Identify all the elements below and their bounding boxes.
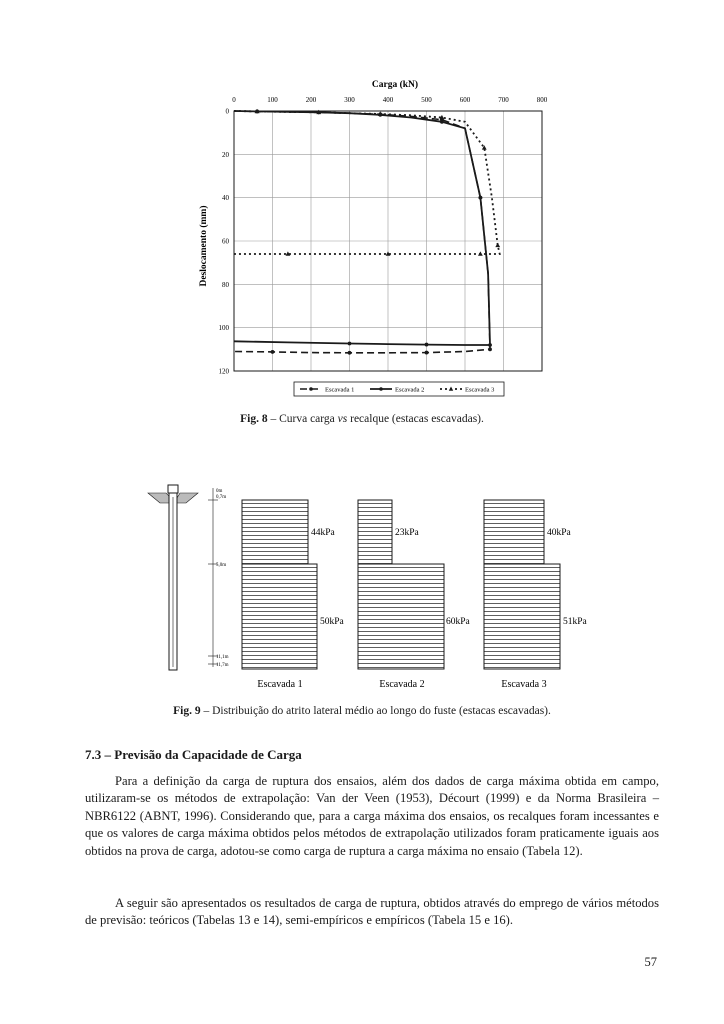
x-tick-label: 700 <box>498 96 509 104</box>
plot-series <box>234 109 500 355</box>
legend-label: Escavada 2 <box>395 386 425 394</box>
upper-layer-bar <box>242 500 308 564</box>
x-axis-title: Carga (kN) <box>371 80 419 90</box>
lower-layer-bar <box>242 564 317 669</box>
legend-label: Escavada 3 <box>465 386 495 394</box>
depth-label-5m: 5,0m <box>216 563 227 568</box>
figure-8-label: Fig. 8 <box>240 413 268 425</box>
upper-friction-value: 44kPa <box>311 528 335 538</box>
x-tick-labels <box>232 96 548 104</box>
y-tick-label: 20 <box>222 150 229 159</box>
y-tick-labels <box>219 108 230 376</box>
depth-label-0m: 0m <box>216 489 223 494</box>
data-point <box>425 343 429 347</box>
data-point <box>495 243 500 247</box>
data-point <box>440 120 444 124</box>
series-escavada-3 <box>234 109 500 256</box>
x-tick-label: 400 <box>382 96 394 104</box>
upper-friction-value: 40kPa <box>547 528 571 538</box>
plot-grid <box>234 111 542 371</box>
x-tick-label: 0 <box>232 96 236 104</box>
upper-layer-bar <box>358 500 392 564</box>
y-tick-label: 60 <box>222 237 229 246</box>
y-tick-label: 120 <box>218 367 229 376</box>
data-point <box>488 343 492 347</box>
x-tick-label: 600 <box>459 96 471 104</box>
legend-marker <box>309 387 313 391</box>
friction-profile-escavada-3 <box>484 500 588 690</box>
figure-8-caption-text-1: – Curva carga <box>267 413 338 425</box>
x-tick-label: 200 <box>305 96 317 104</box>
figure-9-caption-text: – Distribuição do atrito lateral médio ao longo do fuste (estacas escavadas). <box>200 705 551 717</box>
y-tick-label: 0 <box>225 107 229 116</box>
data-point <box>348 351 352 355</box>
upper-friction-value: 23kPa <box>395 528 419 538</box>
figure-8-caption-text-2: recalque (estacas escavadas). <box>347 413 484 425</box>
figure-9-label: Fig. 9 <box>173 705 201 717</box>
x-tick-label: 300 <box>344 96 355 104</box>
lower-friction-value: 51kPa <box>563 617 587 627</box>
pile-schematic <box>148 485 229 670</box>
figure-8-caption-italic: vs <box>337 413 348 425</box>
depth-label-11-7m: 11,7m <box>216 663 229 668</box>
lower-layer-bar <box>358 564 444 669</box>
legend-label: Escavada 1 <box>325 386 355 394</box>
figure-9-caption <box>0 705 724 717</box>
legend-marker <box>379 387 383 391</box>
body-paragraph-2: A seguir são apresentados os resultados de carga de ruptura, obtidos através do emprego de vários métodos de previsão: teóricos (Tabelas 13 e 14), semi-empíricos e empíricos (Tabela 15 e 16). <box>85 896 659 928</box>
pile-label: Escavada 1 <box>257 679 303 690</box>
data-point <box>425 351 429 355</box>
series-line <box>234 111 500 254</box>
y-axis-title: Deslocamento (mm) <box>199 205 209 287</box>
lower-friction-value: 60kPa <box>446 617 470 627</box>
friction-profile-escavada-2 <box>358 500 471 690</box>
depth-label-0-7m: 0,7m <box>216 495 227 500</box>
data-point <box>348 342 352 346</box>
x-tick-label: 100 <box>267 96 278 104</box>
data-point <box>478 251 483 255</box>
data-point <box>488 347 492 351</box>
lower-layer-bar <box>484 564 560 669</box>
pile-label: Escavada 3 <box>501 679 547 690</box>
body-paragraph-1: Para a definição da carga de ruptura dos ensaios, além dos dados de carga máxima obtida em campo, utilizaram-se os métodos de extrapolação: Van der Veen (1953), Décourt (1999) e da Norma Brasileira – NBR6122 (ABNT, 1996). Considerando que, para a carga máxima dos ensaios, os recalques foram incessantes e que os valores de carga máxima obtidos pelos métodos de extrapolação utilizados foram praticamente iguais aos obtidos na prova de carga, adotou-se como carga de ruptura a carga máxima no ensaio (Tabela 12). <box>85 774 659 858</box>
section-heading: 7.3 – Previsão da Capacidade de Carga <box>85 747 302 762</box>
x-tick-label: 500 <box>421 96 432 104</box>
page-number: 57 <box>644 955 657 969</box>
pile-label: Escavada 2 <box>379 679 425 690</box>
friction-profile-escavada-1 <box>242 500 345 690</box>
depth-label-11-1m: 11,1m <box>216 655 229 660</box>
x-tick-label: 800 <box>536 96 548 104</box>
figure-8-chart <box>190 74 560 404</box>
y-tick-label: 80 <box>222 280 229 289</box>
figure-8-caption <box>0 413 724 425</box>
y-tick-label: 40 <box>222 194 229 203</box>
data-point <box>271 350 275 354</box>
y-tick-label: 100 <box>218 324 229 333</box>
data-point <box>479 196 483 200</box>
upper-layer-bar <box>484 500 544 564</box>
figure-9-diagram <box>140 483 600 693</box>
lower-friction-value: 50kPa <box>320 617 344 627</box>
chart-legend <box>294 382 504 396</box>
